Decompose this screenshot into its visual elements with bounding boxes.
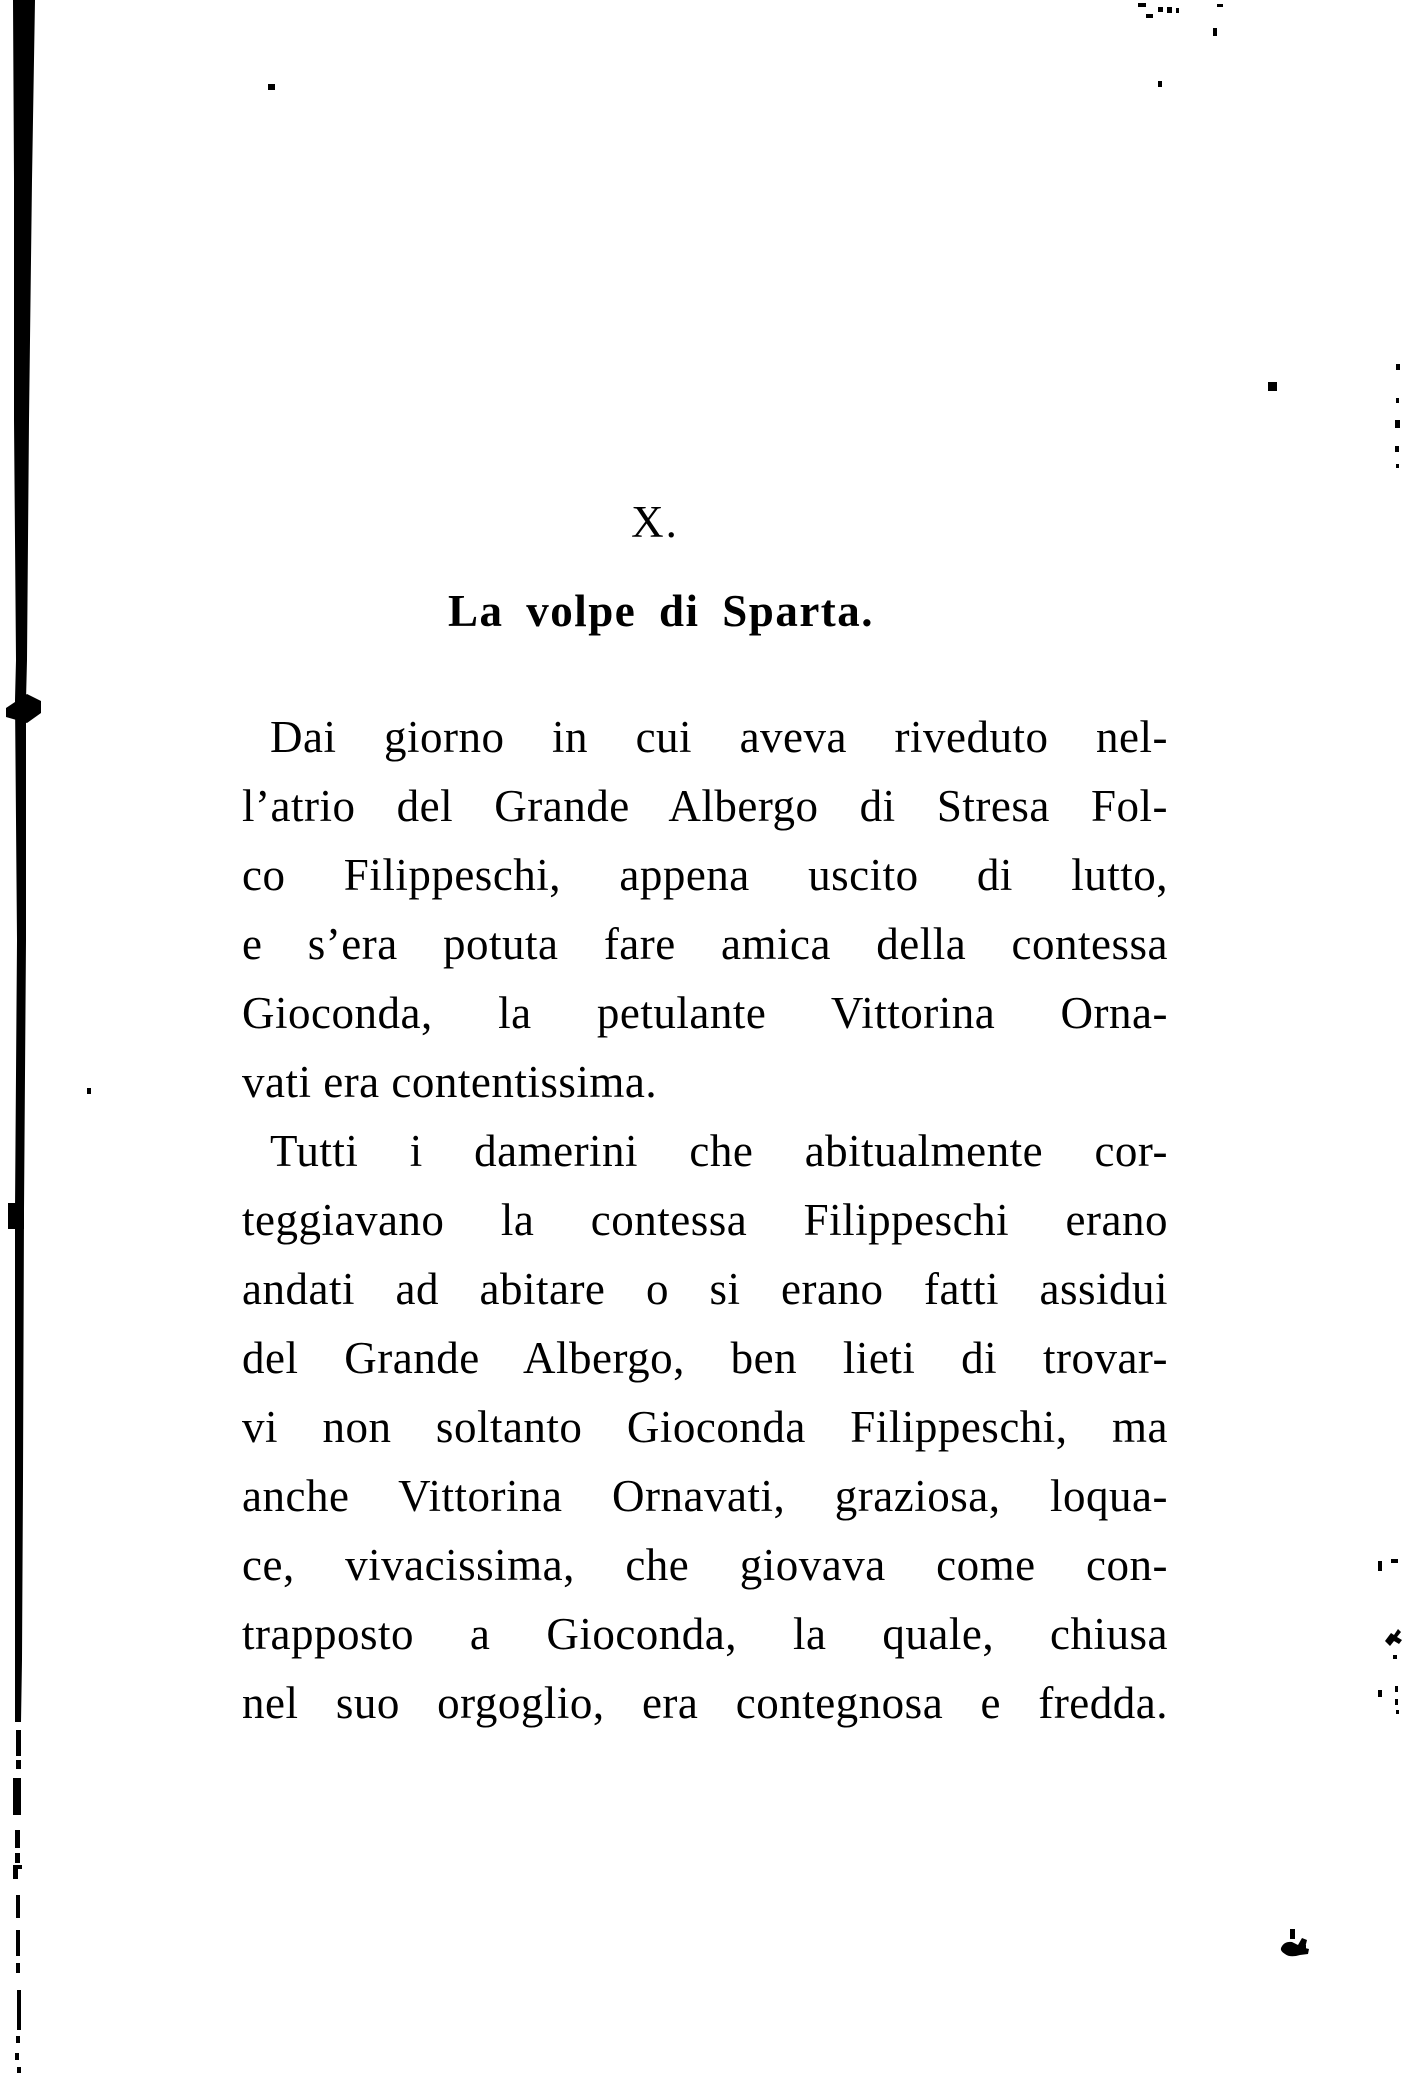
text-line: teggiavano la contessa Filippeschi erano [242,1195,1168,1245]
text-line: co Filippeschi, appena uscito di lutto, [242,850,1168,900]
text-line: e s’era potuta fare amica della contessa [242,919,1168,969]
left-binding-bar-artifact [6,0,41,2073]
text-line: del Grande Albergo, ben lieti di trovar- [242,1333,1168,1383]
text-line: Gioconda, la petulante Vittorina Orna- [242,988,1168,1038]
text-line: nel suo orgoglio, era contegnosa e fredda. [242,1678,1168,1728]
text-line: Tutti i damerini che abitualmente cor- [270,1126,1168,1176]
text-line: trapposto a Gioconda, la quale, chiusa [242,1609,1168,1659]
ink-scribble-artifact [1281,1929,1309,1956]
text-line: Dai giorno in cui aveva riveduto nel- [270,712,1168,762]
chapter-title: La volpe di Sparta. [447,586,875,636]
text-line: ce, vivacissima, che giovava come con- [242,1540,1168,1590]
text-line: vati era contentissima. [242,1057,658,1107]
text-line: anche Vittorina Ornavati, graziosa, loqua- [242,1471,1168,1521]
text-line: l’atrio del Grande Albergo di Stresa Fol- [242,781,1168,831]
chapter-number: X. [631,497,679,547]
text-line: vi non soltanto Gioconda Filippeschi, ma [242,1402,1168,1452]
page-text-column [242,703,1168,1738]
text-line: andati ad abitare o si erano fatti assidui [242,1264,1168,1314]
